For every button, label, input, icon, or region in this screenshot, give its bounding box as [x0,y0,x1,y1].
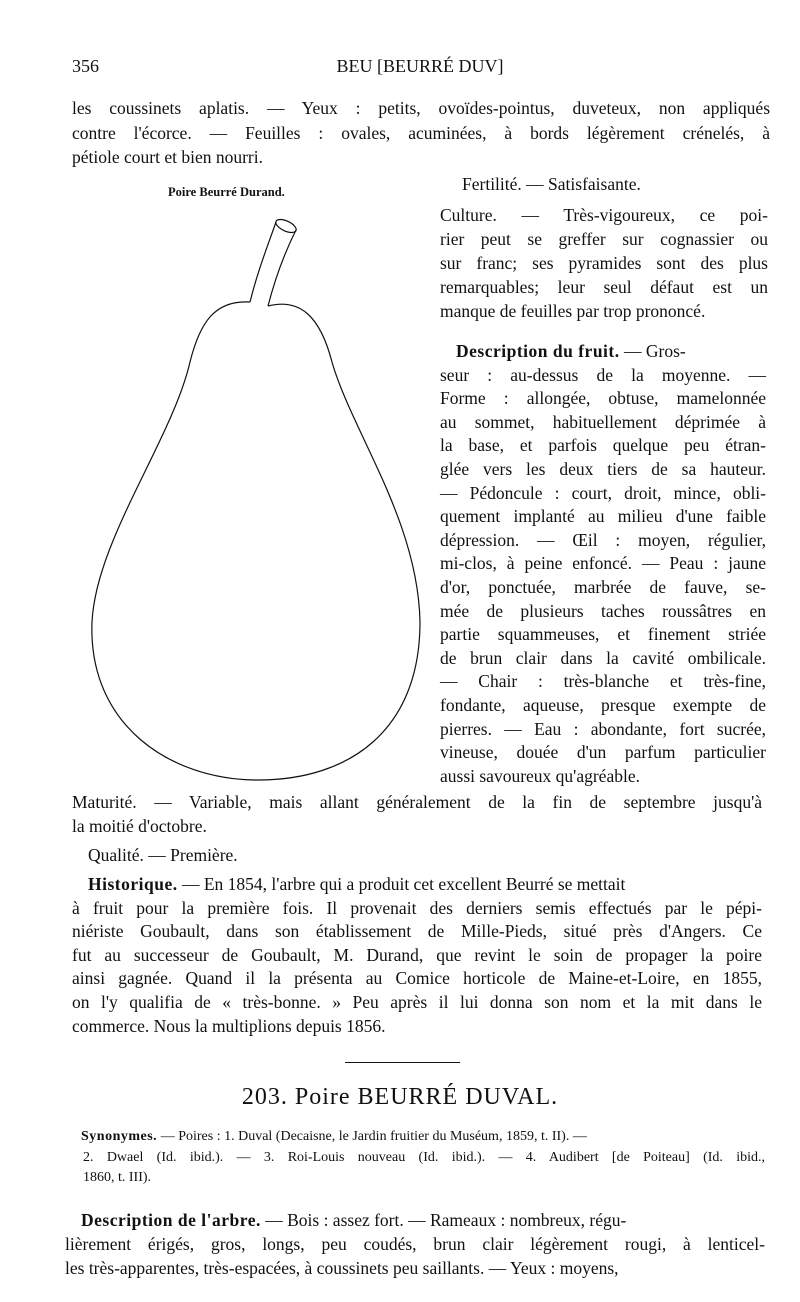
paragraph-culture [440,203,768,323]
line-text: glée vers les deux tiers de sa hauteur. [440,458,766,479]
line-text: pétiole court et bien nourri. [72,147,263,167]
paragraph-description-arbre [65,1208,765,1280]
line-text: Culture. — Très-vigoureux, ce poi- [440,205,768,225]
pear-illustration [80,210,430,790]
text-line [72,145,770,170]
paragraph-lead: Description du fruit. [456,341,620,361]
paragraph-lead: Description de l'arbre. [81,1210,261,1230]
text-line [440,227,768,251]
line-text: les coussinets aplatis. — Yeux : petits, ovoïdes-pointus, duveteux, non appliqués [72,98,770,118]
line-text: — Bois : assez fort. — Rameaux : nombreux, régu- [260,1210,627,1230]
line-text: mi-clos, à peine enfoncé. — Peau : jaune [440,553,766,574]
text-line [440,482,766,506]
section-title: 203. Poire BEURRÉ DUVAL. [241,1084,559,1110]
line-text: les très-apparentes, très-espacées, à coussinets peu saillants. — Yeux : moyens, [65,1258,619,1278]
running-title: BEU [BEURRÉ DUV] [336,56,504,76]
text-line [72,944,762,968]
text-line [72,897,762,921]
line-text: rier peut se greffer sur cognassier ou [440,229,768,249]
text-line [440,718,766,742]
text-line [440,647,766,671]
line-text: fut au successeur de Goubault, M. Durand, que revint le soin de propager la poire [72,944,762,965]
line-text: — Chair : très-blanche et très-fine, [440,671,766,692]
text-line [440,505,766,529]
line-text: au sommet, habituellement déprimée à [440,411,766,432]
line-text: la base, et parfois quelque peu étran- [440,435,766,456]
paragraph-synonymes [65,1127,765,1189]
text-line [440,694,766,718]
text-line [65,1232,765,1256]
text-line [65,1168,765,1189]
line-text: commerce. Nous la multiplions depuis 1856. [72,1015,386,1036]
page-number: 356 [72,56,99,76]
text-line [72,967,762,991]
text-line [440,741,766,765]
text-line [440,434,766,458]
line-text: — Poires : 1. Duval (Decaisne, le Jardin fruitier du Muséum, 1859, t. II). — [157,1129,587,1144]
line-text: partie squammeuses, et finement striée [440,624,766,645]
text-line [72,920,762,944]
text-line [72,790,762,814]
text-line [440,364,766,388]
paragraph-maturite [72,790,762,838]
text-line [440,458,766,482]
line-text: mée de plusieurs taches roussâtres en [440,600,766,621]
line-text: sur franc; ses pyramides sont des plus [440,253,768,273]
text-line [440,670,766,694]
line-text: vineuse, douée d'un parfum particulier [440,742,766,763]
line-text: lièrement érigés, gros, longs, peu coudés, brun clair légèrement rougi, à lenticel- [65,1234,765,1254]
text-line [440,251,768,275]
text-line [72,991,762,1015]
text-line [72,814,762,838]
paragraph-fertilite [462,172,692,196]
text-line [65,1256,765,1280]
line-text: niériste Goubault, dans son établissement de Mille-Pieds, situé près d'Angers. Ce [72,921,762,942]
text-line [440,552,766,576]
text-line [440,600,766,624]
line-text: la moitié d'octobre. [72,816,207,836]
line-text: dépression. — Œil : moyen, régulier, [440,529,766,550]
figure-caption: Poire Beurré Durand. [168,185,285,199]
line-text: fondante, aqueuse, presque exempte de [440,694,766,715]
line-text: — Gros- [619,341,686,361]
line-text: — Pédoncule : court, droit, mince, obli- [440,482,766,503]
line-text: 1860, t. III). [83,1170,152,1185]
paragraph-lead: Synonymes. [81,1129,158,1144]
text-line [440,275,768,299]
text-line [72,121,770,146]
line-text: aussi savoureux qu'agréable. [440,765,640,786]
text-line [72,1015,762,1039]
text-line [440,203,768,227]
stem-tip [274,217,298,235]
line-text: on l'y qualifia de « très-bonne. » Peu après il lui donna son nom et la mit dans le [72,991,762,1012]
text-line [65,1127,765,1148]
line-text: Maturité. — Variable, mais allant généralement de la fin de septembre jusqu'à [72,792,762,812]
paragraph-intro [72,96,770,170]
paragraph-historique [72,873,762,1038]
paragraph-qualite [88,843,288,867]
paragraph-description-fruit [440,340,766,788]
text-line [440,623,766,647]
line-text: Qualité. — Première. [88,845,238,865]
line-text: pierres. — Eau : abondante, fort sucrée, [440,718,766,739]
text-line [440,340,766,364]
line-text: à fruit pour la première fois. Il provenait des derniers semis effectués par le pépi- [72,897,762,918]
line-text: d'or, ponctuée, marbrée de fauve, se- [440,576,766,597]
line-text: de brun clair dans la cavité ombilicale. [440,647,766,668]
text-line [65,1148,765,1169]
text-line [440,576,766,600]
text-line [440,529,766,553]
line-text: seur : au-dessus de la moyenne. — [440,364,766,385]
line-text: contre l'écorce. — Feuilles : ovales, acuminées, à bords légèrement crénelés, à [72,122,770,143]
text-line [72,873,762,897]
line-text: manque de feuilles par trop prononcé. [440,301,706,321]
line-text: — En 1854, l'arbre qui a produit cet excellent Beurré se mettait [177,874,626,894]
text-line [440,299,768,323]
text-line [65,1208,765,1232]
text-line [462,172,692,196]
text-line [72,96,770,121]
pear-stem [250,222,296,306]
paragraph-lead: Historique. [88,874,178,894]
text-line [440,411,766,435]
text-line [440,387,766,411]
text-line [88,843,288,867]
line-text: quement implanté au milieu d'une faible [440,506,766,527]
pear-outline [92,302,420,780]
line-text: ainsi gagnée. Quand il la présenta au Comice horticole de Maine-et-Loire, en 1855, [72,968,762,989]
line-text: Fertilité. — Satisfaisante. [462,174,641,194]
line-text: Forme : allongée, obtuse, mamelonnée [440,388,766,409]
section-divider [345,1062,460,1063]
text-line [440,765,766,789]
line-text: remarquables; leur seul défaut est un [440,277,768,297]
line-text: 2. Dwael (Id. ibid.). — 3. Roi-Louis nouveau (Id. ibid.). — 4. Audibert [de Poiteau] (Id. ibid., [83,1149,765,1165]
